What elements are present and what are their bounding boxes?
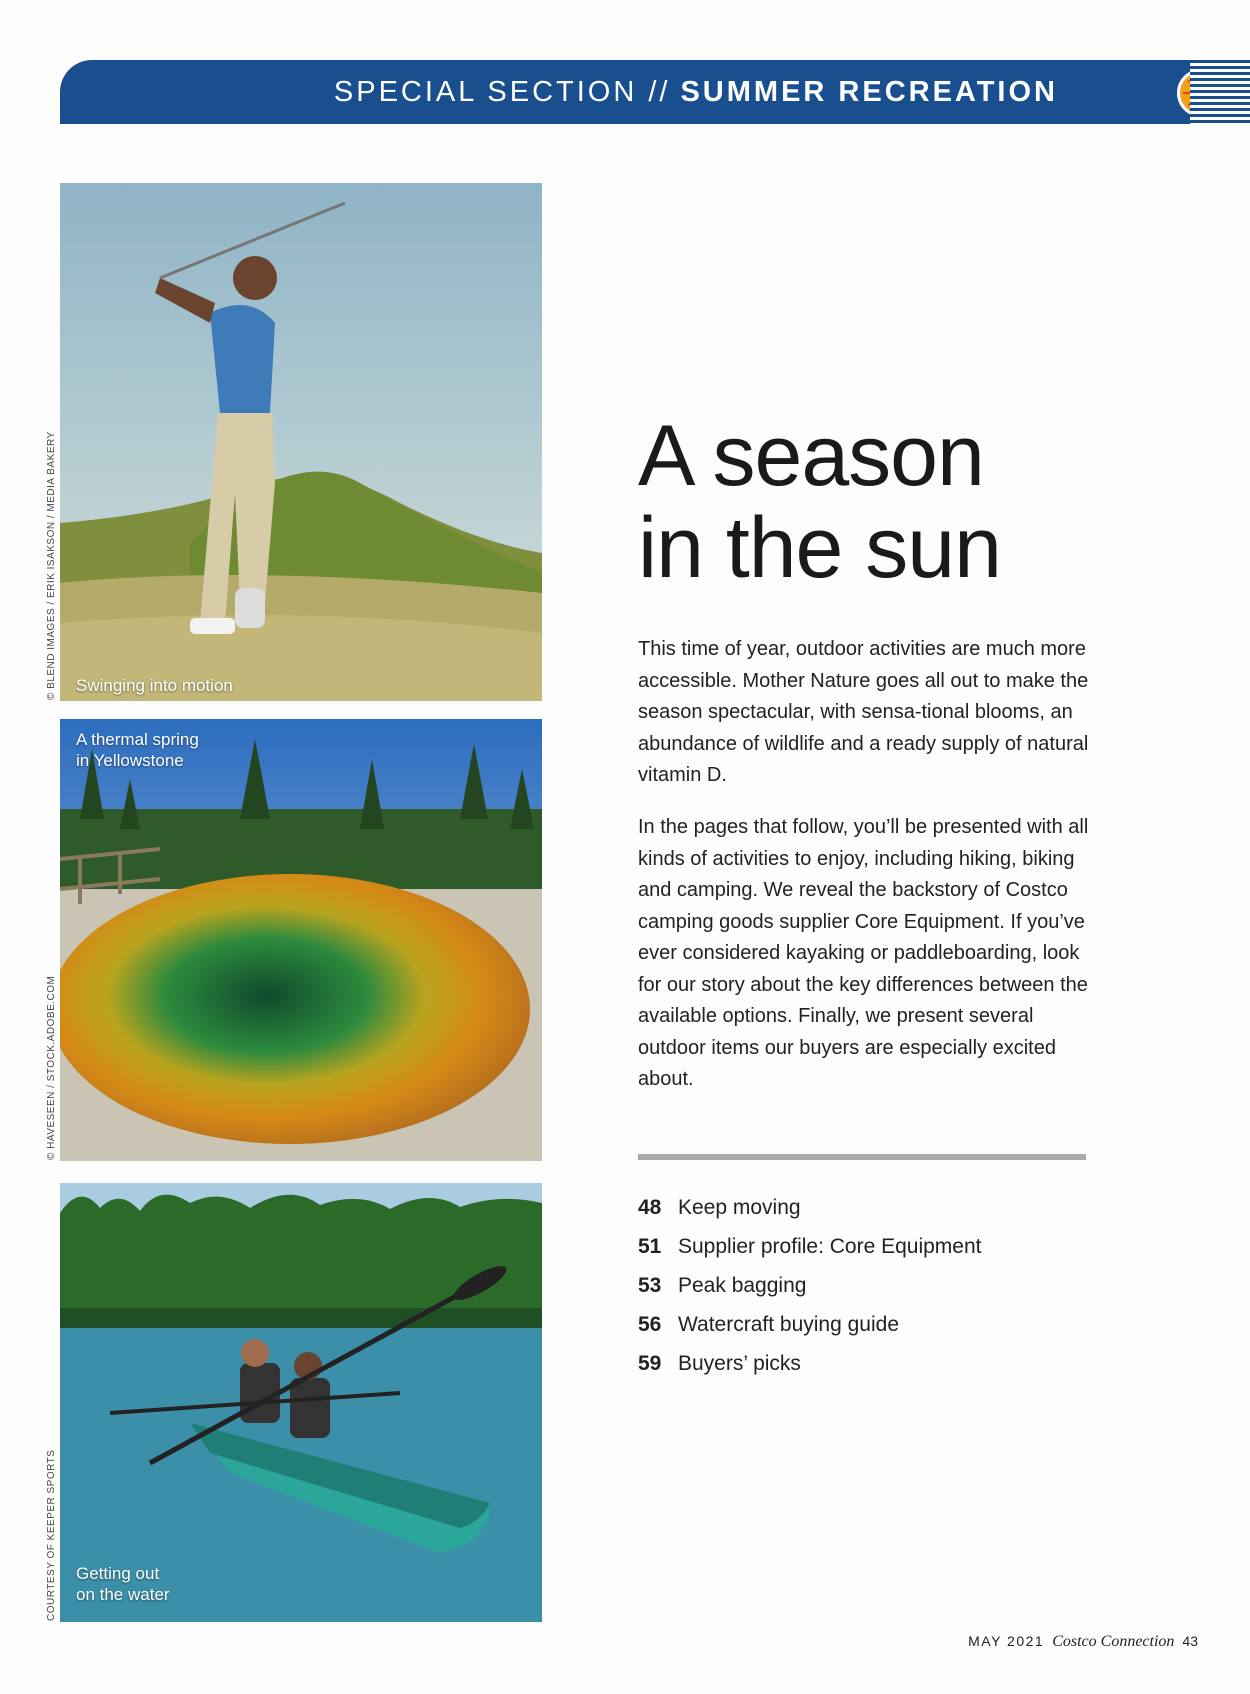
headline-line: in the sun bbox=[638, 500, 1001, 596]
paragraph-text: In the pages that follow, you’ll be presented with all kinds of activities to enjoy, including hiking, biking and camping. We reveal the backstory of Costco camping goods supplier Core Equipment. If you’ve ever considered kayaking or paddleboarding, look for our story about the key differences between the available options. Finally, we present several outdoor items our buyers are especially excited about. bbox=[638, 816, 1089, 1090]
banner-stripes bbox=[1190, 60, 1250, 124]
photo-credit: © HAVESEEN / STOCK.ADOBE.COM bbox=[46, 975, 57, 1160]
paragraph-text: This time of year, outdoor activities are much more accessible. Mother Nature goes all out to make the season spectacular, with sensa-tional blooms, an abundance of wildlife and a ready supply of natural vitamin D. bbox=[638, 638, 1089, 786]
contents-item[interactable] bbox=[638, 1344, 1118, 1383]
caption-line: Getting out bbox=[76, 1564, 160, 1583]
contents-item[interactable] bbox=[638, 1227, 1118, 1266]
contents-title: Watercraft buying guide bbox=[678, 1312, 900, 1336]
page-number: 43 bbox=[1182, 1633, 1198, 1649]
body-paragraph bbox=[638, 812, 1098, 1096]
contents-page-number: 48 bbox=[638, 1195, 662, 1219]
photo-caption bbox=[76, 729, 199, 771]
contents-page-number: 59 bbox=[638, 1351, 662, 1375]
section-banner bbox=[60, 60, 1190, 124]
divider-rule bbox=[638, 1154, 1086, 1160]
contents-page-number: 51 bbox=[638, 1234, 662, 1258]
photo-credit: COURTESY OF KEEPER SPORTS bbox=[46, 1449, 57, 1621]
photo-caption bbox=[76, 1563, 170, 1605]
contents-title: Buyers’ picks bbox=[678, 1351, 801, 1375]
caption-line: on the water bbox=[76, 1585, 170, 1604]
contents-page-number: 56 bbox=[638, 1312, 662, 1336]
magazine-name: Costco Connection bbox=[1052, 1633, 1175, 1650]
issue-date: MAY 2021 bbox=[968, 1633, 1045, 1649]
headline-line: A season bbox=[638, 408, 984, 504]
golf-photo bbox=[60, 183, 542, 701]
banner-title: SUMMER RECREATION bbox=[680, 75, 1058, 108]
kayak-photo bbox=[60, 1183, 542, 1622]
contents-item[interactable] bbox=[638, 1266, 1118, 1305]
contents-item[interactable] bbox=[638, 1305, 1118, 1344]
banner-prefix: SPECIAL SECTION // bbox=[333, 75, 671, 108]
contents-title: Supplier profile: Core Equipment bbox=[678, 1234, 982, 1258]
photo-caption: Swinging into motion bbox=[76, 676, 233, 695]
intro-paragraph bbox=[638, 634, 1098, 792]
contents-title: Peak bagging bbox=[678, 1273, 807, 1297]
contents-item[interactable] bbox=[638, 1188, 1118, 1227]
hot-spring-photo bbox=[60, 719, 542, 1161]
caption-line: A thermal spring bbox=[76, 730, 199, 749]
photo-credit: © BLEND IMAGES / ERIK ISAKSON / MEDIA BAKERY bbox=[46, 431, 57, 700]
page-footer bbox=[968, 1633, 1198, 1651]
contents-page-number: 53 bbox=[638, 1273, 662, 1297]
contents-title: Keep moving bbox=[678, 1195, 801, 1219]
contents-list bbox=[638, 1188, 1118, 1383]
headline bbox=[638, 410, 1198, 594]
caption-line: in Yellowstone bbox=[76, 751, 184, 770]
